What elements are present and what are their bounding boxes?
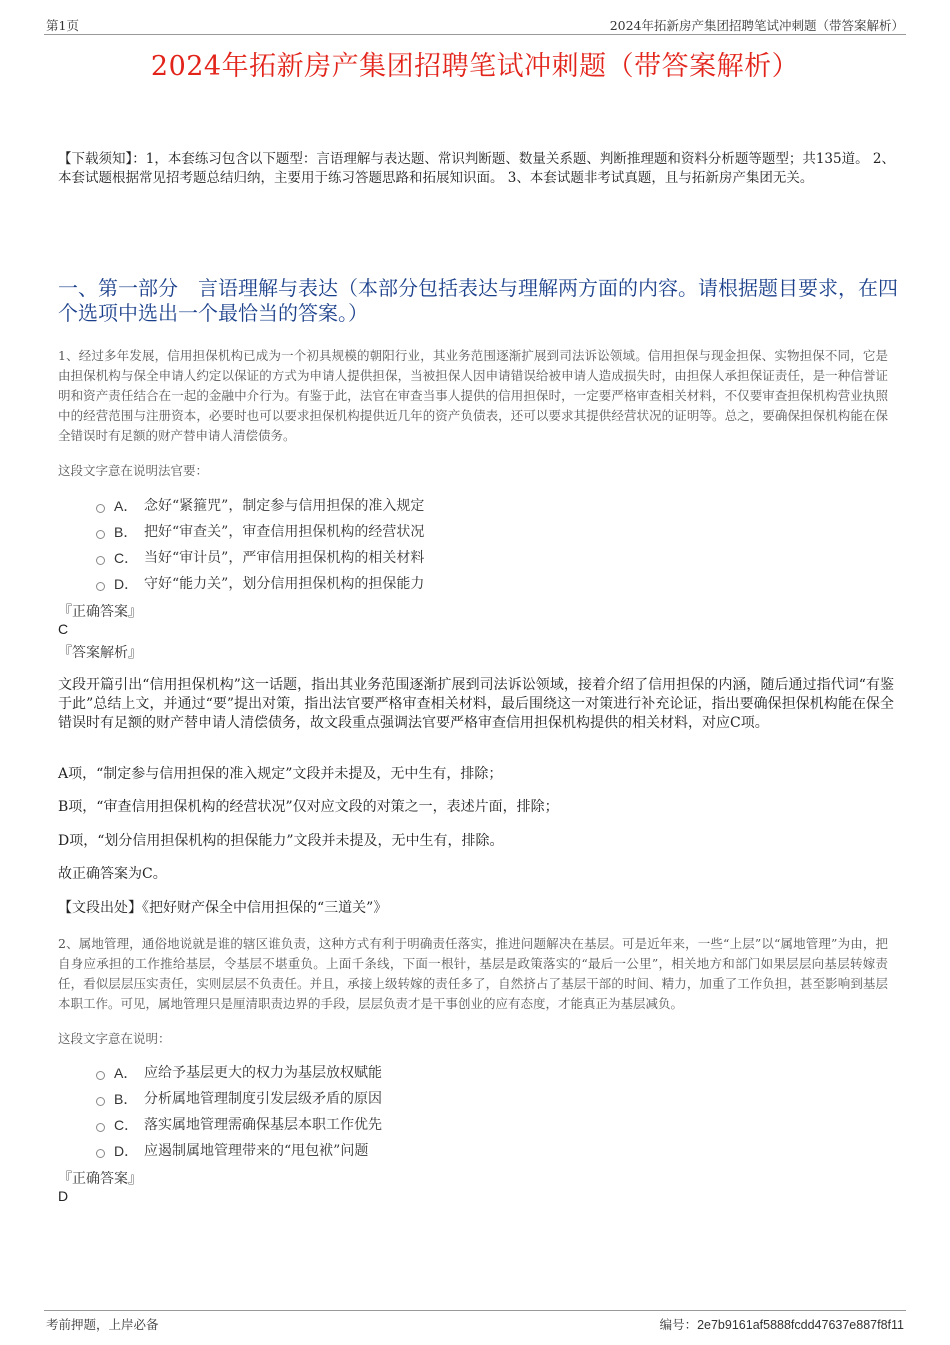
footer-code-label: 编号： — [659, 1317, 698, 1332]
footer-code — [660, 1315, 904, 1333]
option-b[interactable] — [96, 1086, 382, 1112]
correct-answer: C — [58, 621, 69, 637]
analysis-note-d: D项，“划分信用担保机构的担保能力”文段并未提及，无中生有，排除。 — [58, 833, 504, 849]
section-title: 一、第一部分 言语理解与表达（本部分包括表达与理解两方面的内容。请根据题目要求，在四个选项中选出一个最恰当的答案。） — [58, 276, 898, 325]
correct-answer-label: 『正确答案』 — [58, 1171, 142, 1187]
analysis-text: 文段开篇引出“信用担保机构”这一话题，指出其业务范围逐渐扩展到司法诉讼领域，接着介绍了信用担保的内涵，随后通过指代词“有鉴于此”总结上文，并通过“要”提出对策，指出法官要严格审查相关材料，最后围绕这一对策进行补充论证，指出要确保担保机构能在保全错误时有足额的财产替申请人清偿债务，故文段重点强调法官要严格审查信用担保机构提供的相关材料，对应C项。 — [58, 677, 894, 731]
radio-icon[interactable] — [96, 1097, 105, 1106]
radio-icon[interactable] — [96, 1123, 105, 1132]
option-text: 把好“审查关”，审查信用担保机构的经营状况 — [144, 524, 425, 540]
option-text: 分析属地管理制度引发层级矛盾的原因 — [144, 1091, 382, 1107]
question-2-options — [96, 1060, 382, 1164]
document-title: 2024年拓新房产集团招聘笔试冲刺题（带答案解析） — [150, 51, 800, 82]
option-letter: D． — [114, 1143, 139, 1159]
radio-icon[interactable] — [96, 556, 105, 565]
analysis-note-b: B项，“审查信用担保机构的经营状况”仅对应文段的对策之一，表述片面，排除； — [58, 799, 559, 815]
option-c[interactable] — [96, 1112, 382, 1138]
radio-icon[interactable] — [96, 1071, 105, 1080]
analysis-note-a: A项，“制定参与信用担保的准入规定”文段并未提及，无中生有，排除； — [58, 766, 503, 782]
option-text: 应给予基层更大的权力为基层放权赋能 — [144, 1065, 382, 1081]
option-d[interactable] — [96, 571, 424, 597]
option-text: 念好“紧箍咒”，制定参与信用担保的准入规定 — [144, 498, 425, 514]
option-letter: B． — [114, 524, 138, 540]
option-letter: A． — [114, 1065, 138, 1081]
option-a[interactable] — [96, 493, 424, 519]
footer-slogan: 考前押题，上岸必备 — [46, 1317, 159, 1332]
option-text: 落实属地管理需确保基层本职工作优先 — [144, 1117, 382, 1133]
correct-answer-label: 『正确答案』 — [58, 604, 142, 620]
question-2-text: 2、属地管理，通俗地说就是谁的辖区谁负责，这种方式有利于明确责任落实，推进问题解决在基层。可是近年来，一些“上层”以“属地管理”为由，把自身应承担的工作推给基层，令基层不堪重负。上面千条线，下面一根针，基层是政策落实的“最后一公里”，相关地方和部门如果层层向基层转嫁责任，看似层层压实责任，实则层层不负责任。并且，承接上级转嫁的责任多了，自然挤占了基层干部的时间、精力，加重了工作负担，甚至影响到基层本职工作。可见，属地管理只是厘清职责边界的手段，层层负责才是干事创业的应有态度，才能真正为基层减负。 — [58, 936, 888, 1011]
question-1-text: 1、经过多年发展，信用担保机构已成为一个初具规模的朝阳行业，其业务范围逐渐扩展到司法诉讼领域。信用担保与现金担保、实物担保不同，它是由担保机构与保全申请人约定以保证的方式为申请人提供担保，当被担保人因申请错误给被申请人造成损失时，由担保人承担保证责任，是一种信誉证明和资产责任结合在一起的金融中介行为。有鉴于此，法官在审查当事人提供的信用担保时，一定要严格审查相关材料，不仅要审查担保机构营业执照中的经营范围与注册资本，必要时也可以要求担保机构提供近几年的资产负债表，还可以要求其提供经营状况的证明等。总之，要确保担保机构能在保全错误时有足额的财产替申请人清偿债务。 — [58, 348, 888, 443]
option-a[interactable] — [96, 1060, 382, 1086]
option-letter: C． — [114, 1117, 139, 1133]
page-footer — [44, 1310, 906, 1333]
correct-answer: D — [58, 1188, 69, 1204]
question-2-stem: 这段文字意在说明： — [58, 1031, 171, 1046]
option-letter: B． — [114, 1091, 138, 1107]
option-text: 应遏制属地管理带来的“甩包袱”问题 — [144, 1143, 369, 1159]
option-text: 守好“能力关”，划分信用担保机构的担保能力 — [144, 576, 425, 592]
radio-icon[interactable] — [96, 1149, 105, 1158]
question-1-options — [96, 493, 424, 597]
analysis-conclusion: 故正确答案为C。 — [58, 866, 167, 882]
download-notice: 【下载须知】：1，本套练习包含以下题型：言语理解与表达题、常识判断题、数量关系题、判断推理题和资料分析题等题型；共135道。 2、本套试题根据常见招考题总结归纳，主要用于练习答题思路和拓展知识面。 3、本套试题非考试真题，且与拓新房产集团无关。 — [58, 151, 895, 186]
option-letter: D． — [114, 576, 139, 592]
option-text: 当好“审计员”，严审信用担保机构的相关材料 — [144, 550, 425, 566]
option-b[interactable] — [96, 519, 424, 545]
question-1-stem: 这段文字意在说明法官要： — [58, 463, 209, 478]
radio-icon[interactable] — [96, 504, 105, 513]
option-letter: C． — [114, 550, 139, 566]
header-doc-title: 2024年拓新房产集团招聘笔试冲刺题（带答案解析） — [609, 18, 904, 33]
source-citation: 【文段出处】《把好财产保全中信用担保的“三道关”》 — [58, 900, 388, 916]
option-d[interactable] — [96, 1138, 382, 1164]
page-header — [44, 14, 906, 35]
radio-icon[interactable] — [96, 582, 105, 591]
option-c[interactable] — [96, 545, 424, 571]
analysis-label: 『答案解析』 — [58, 645, 142, 661]
radio-icon[interactable] — [96, 530, 105, 539]
page-number: 第1页 — [46, 18, 79, 33]
option-letter: A． — [114, 498, 138, 514]
footer-code-value: 2e7b9161af5888fcdd47637e887f8f11 — [697, 1318, 904, 1332]
